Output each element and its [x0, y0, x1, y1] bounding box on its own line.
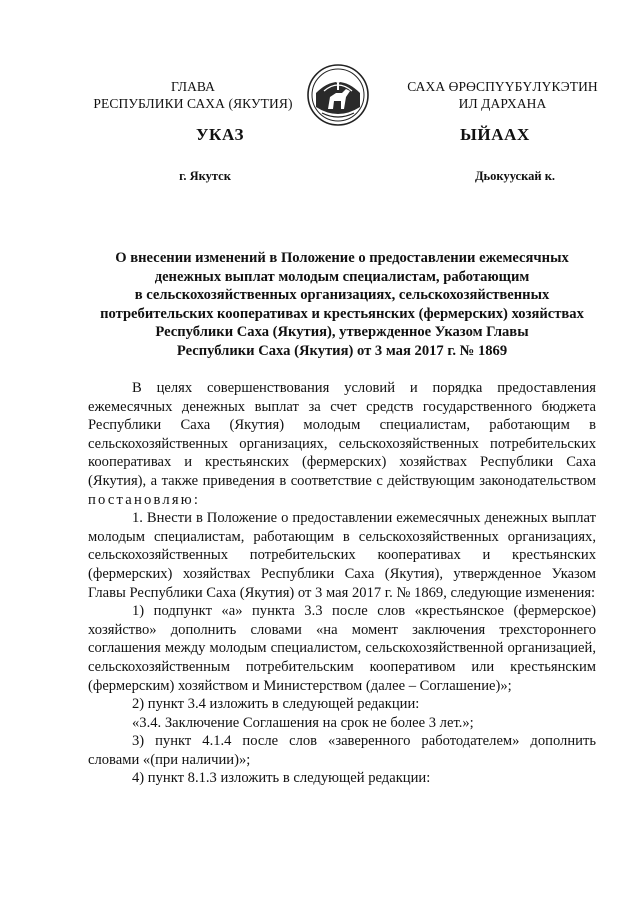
- title-line: денежных выплат молодым специалистам, работающим: [154, 268, 530, 285]
- title-line: О внесении изменений в Положение о предоставлении ежемесячных: [115, 250, 569, 266]
- city-ru: г. Якутск: [179, 169, 231, 183]
- preamble-paragraph: [88, 379, 596, 509]
- title-line: Республики Саха (Якутия) от 3 мая 2017 г. № 1869: [176, 342, 508, 359]
- subitem-3-paragraph: 3) пункт 4.1.4 после слов «заверенного работодателем» дополнить словами «(при наличии)»;: [88, 733, 596, 768]
- header-left-line2: РЕСПУБЛИКИ САХА (ЯКУТИЯ): [93, 96, 293, 111]
- subitem-4-paragraph: 4) пункт 8.1.3 изложить в следующей редакции:: [132, 770, 431, 787]
- resolve-word: постановляю:: [88, 491, 201, 508]
- decree-title-ru: УКАЗ: [195, 125, 245, 144]
- decree-title-sakha: ЫЙААХ: [460, 125, 530, 144]
- header-right: [370, 78, 635, 112]
- city-sakha: Дьокуускай к.: [474, 169, 556, 183]
- subitem-1-paragraph: 1) подпункт «а» пункта 3.3 после слов «крестьянское (фермерское) хозяйство» дополнить словами «на момент заключения трехстороннего соглашения между молодым специалистом, сельскохозяйственной организацией, сельскохозяйственным потребительским кооперативом или крестьянским (фермерским) хозяйством и Министерством (далее – Соглашение)»;: [88, 603, 596, 694]
- title-line: в сельскохозяйственных организациях, сельскохозяйственных: [134, 287, 550, 303]
- title-line: Республики Саха (Якутия), утвержденное Указом Главы: [155, 324, 529, 340]
- preamble-text: В целях совершенствования условий и порядка предоставления ежемесячных денежных выплат за счет средств государственного бюджета Республики Саха (Якутия) молодым специалистам, работающим в сельскохозяйственных организациях, сельскохозяйственных потребительских кооперативах и крестьянских (фермерских) хозяйствах Республики Саха (Якутия), а также приведения в соответствие с действующим законодательством: [88, 380, 596, 489]
- subitem-2-paragraph: 2) пункт 3.4 изложить в следующей редакции:: [132, 696, 420, 713]
- header-right-line1: САХА ӨРӨСПҮҮБҮЛҮКЭТИН: [407, 79, 598, 94]
- document-title: [88, 249, 596, 360]
- subitem-2-quote: «3.4. Заключение Соглашения на срок не более 3 лет.»;: [132, 714, 474, 731]
- header-left: [78, 78, 308, 112]
- document-body: [88, 379, 596, 788]
- header-right-line2: ИЛ ДАРХАНА: [458, 96, 547, 111]
- title-line: потребительских кооперативах и крестьянских (фермерских) хозяйствах: [100, 305, 584, 322]
- item-1-paragraph: 1. Внести в Положение о предоставлении ежемесячных денежных выплат молодым специалистам, работающим в сельскохозяйственных организациях, сельскохозяйственных потребительских кооперативах и крестьянских (фермерских) хозяйствах Республики Саха (Якутия), утвержденное Указом Главы Республики Саха (Якутия) от 3 мая 2017 г. № 1869, следующие изменения:: [88, 510, 596, 601]
- header-left-line1: ГЛАВА: [170, 79, 216, 94]
- coat-of-arms-emblem-icon: [306, 63, 370, 127]
